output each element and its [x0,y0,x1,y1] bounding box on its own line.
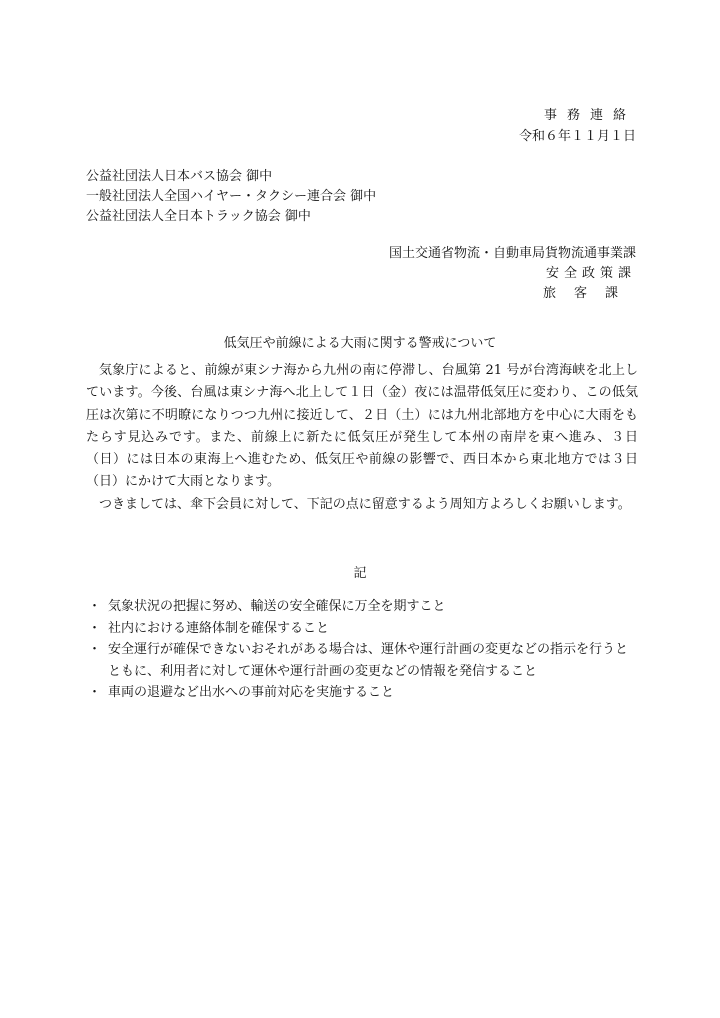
list-item-text: 安全運行が確保できないおそれがある場合は、運休や運行計画の変更などの指示を行うとともに、利用者に対して運休や運行計画の変更などの情報を発信すること [108,642,629,679]
ki-heading: 記 [353,566,367,581]
recipient: 一般社団法人全国ハイヤー・タクシー連合会 御中 [86,189,377,204]
sender-sub-division: 安全政策課 [545,266,636,281]
recipient-list [86,167,376,227]
list-item [86,618,638,640]
bullet-icon: ・ [88,620,102,636]
recipient: 公益社団法人日本バス協会 御中 [86,169,273,184]
list-item-text: 気象状況の把握に努め、輸送の安全確保に万全を期すこと [108,599,446,614]
document-type: 事務連絡 [543,108,636,123]
body-text [86,360,638,516]
list-item [86,639,638,682]
document-title: 低気圧や前線による大雨に関する警戒について [223,336,497,351]
sender-sub-division: 旅客課 [542,286,636,301]
list-item-text: 車両の退避など出水への事前対応を実施すること [108,685,395,700]
item-list [86,596,638,704]
bullet-icon: ・ [88,685,102,700]
list-item [86,596,638,618]
recipient: 公益社団法人全日本トラック協会 御中 [86,209,311,224]
bullet-icon: ・ [88,599,102,614]
bullet-icon: ・ [88,642,102,657]
sender-block [389,244,636,304]
list-item [86,682,638,704]
sender-main: 国土交通省物流・自動車局貨物流通事業課 [388,246,636,261]
list-item-text: 社内における連絡体制を確保すること [108,620,330,636]
body-paragraph: つきましては、傘下会員に対して、下記の点に留意するよう周知方よろしくお願いします。 [99,496,631,512]
document-date: 令和６年１１月１日 [518,129,636,144]
body-paragraph: 気象庁によると、前線が東シナ海から九州の南に停滞し、台風第 21 号が台湾海峡を北上しています。今後、台風は東シナ海へ北上して１日（金）夜には温帯低気圧に変わり、この低気圧は次第に不明瞭になりつつ九州に接近して、２日（土）には九州北部地方を中心に大雨をもたらす見込みです。また、前線上に新たに低気圧が発生して本州の南岸を東へ進み、３日（日）には日本の東海上へ進むため、低気圧や前線の影響で、西日本から東北地方では３日（日）にかけて大雨となります。 [86,363,638,490]
